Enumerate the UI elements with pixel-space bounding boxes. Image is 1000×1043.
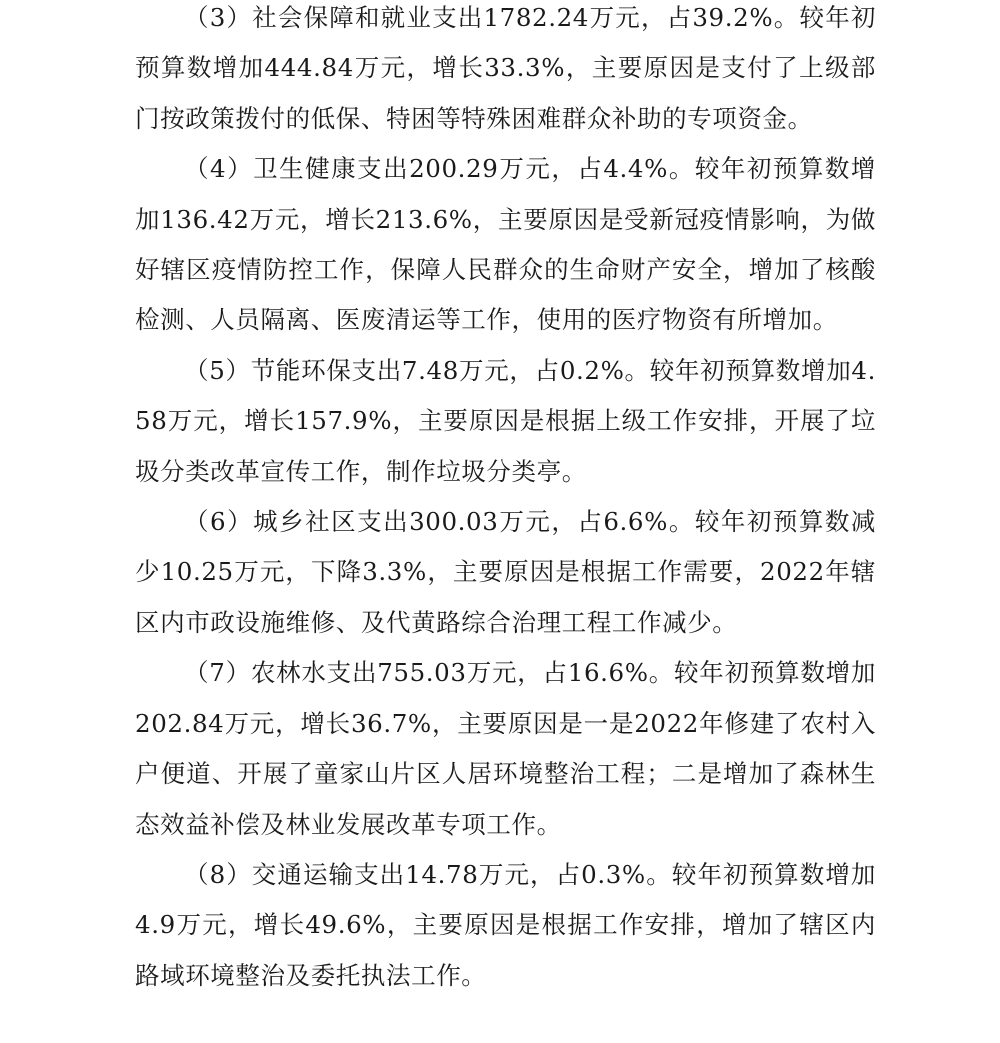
paragraph-health: （4）卫生健康支出200.29万元，占4.4%。较年初预算数增加136.42万元，增长213.6%，主要原因是受新冠疫情影响，为做好辖区疫情防控工作，保障人民群众的生命财产安全，增加了核酸检测、人员隔离、医废清运等工作，使用的医疗物资有所增加。: [135, 154, 876, 335]
paragraph-agriculture: （7）农林水支出755.03万元，占16.6%。较年初预算数增加202.84万元，增长36.7%，主要原因是一是2022年修建了农村入户便道、开展了童家山片区人居环境整治工程；二是增加了森林生态效益补偿及林业发展改革专项工作。: [135, 658, 876, 839]
paragraph-energy-environment: （5）节能环保支出7.48万元，占0.2%。较年初预算数增加4.58万元，增长157.9%，主要原因是根据上级工作安排，开展了垃圾分类改革宣传工作，制作垃圾分类亭。: [135, 355, 876, 486]
paragraph-social-security: （3）社会保障和就业支出1782.24万元，占39.2%。较年初预算数增加444.84万元，增长33.3%，主要原因是支付了上级部门按政策拨付的低保、特困等特殊困难群众补助的专项资金。: [135, 3, 876, 133]
paragraph-transport: （8）交通运输支出14.78万元，占0.3%。较年初预算数增加4.9万元，增长49.6%，主要原因是根据工作安排，增加了辖区内路域环境整治及委托执法工作。: [135, 859, 876, 990]
document-body: [135, 0, 876, 1001]
paragraph-urban-rural: （6）城乡社区支出300.03万元，占6.6%。较年初预算数减少10.25万元，下降3.3%，主要原因是根据工作需要，2022年辖区内市政设施维修、及代黄路综合治理工程工作减少。: [135, 507, 876, 637]
